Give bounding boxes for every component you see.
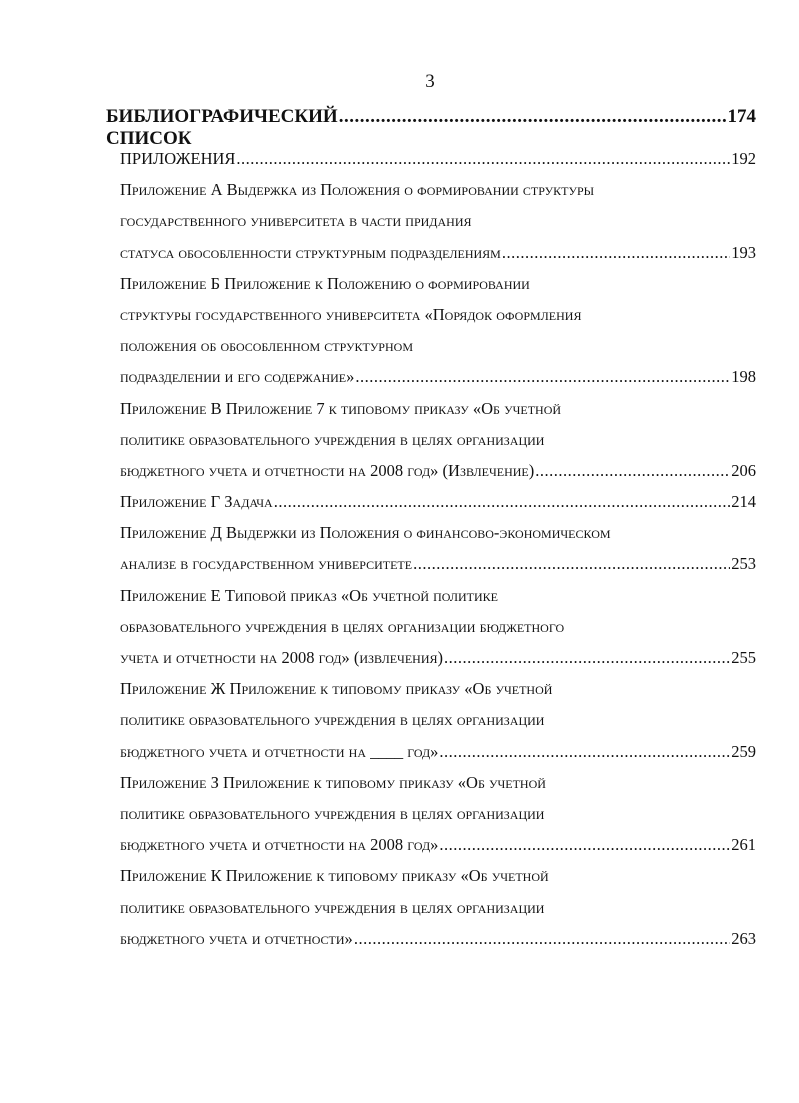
toc-row-text: политике образовательного учреждения в целях организации xyxy=(120,710,545,730)
toc-row-page: 259 xyxy=(731,741,756,761)
toc-row-text: Приложение Б Приложение к Положению о формировании xyxy=(120,273,530,293)
toc-row[interactable] xyxy=(120,491,756,522)
toc-row[interactable] xyxy=(120,553,756,584)
toc-row-text: Приложение Д Выдержки из Положения о финансово-экономическом xyxy=(120,523,611,543)
dot-leader xyxy=(502,242,730,264)
toc-row-page: 263 xyxy=(731,928,756,948)
toc-row-text: Приложение К Приложение к типовому приказу «Об учетной xyxy=(120,866,549,886)
toc-row xyxy=(120,522,756,553)
dot-leader xyxy=(274,491,731,513)
toc-row[interactable] xyxy=(120,460,756,491)
toc-row-text: Приложение З Приложение к типовому приказу «Об учетной xyxy=(120,772,546,792)
page-number: 3 xyxy=(425,71,435,92)
toc-row xyxy=(120,429,756,460)
toc-row-text: бюджетного учета и отчетности на 2008 год» xyxy=(120,835,439,855)
toc-row xyxy=(120,398,756,429)
toc-row xyxy=(120,273,756,304)
dot-leader xyxy=(236,148,730,170)
toc-row xyxy=(120,897,756,928)
toc-row-page: 261 xyxy=(731,835,756,855)
toc-row-text: государственного университета в части придания xyxy=(120,211,472,231)
toc-row[interactable] xyxy=(120,148,756,179)
toc-row-text: подразделении и его содержание» xyxy=(120,367,355,387)
toc-row xyxy=(120,210,756,241)
toc-row xyxy=(120,179,756,210)
toc-row-text: политике образовательного учреждения в целях организации xyxy=(120,429,545,449)
toc-row-text: бюджетного учета и отчетности на ____ год» xyxy=(120,741,439,761)
toc-row-text: Приложение Г Задача xyxy=(120,492,273,512)
toc-row-text: бюджетного учета и отчетности» xyxy=(120,928,353,948)
toc-row-page: 198 xyxy=(731,367,756,387)
toc-row[interactable] xyxy=(120,928,756,959)
toc-row xyxy=(120,585,756,616)
table-of-contents xyxy=(120,148,756,959)
toc-entry-bibliography[interactable] xyxy=(106,106,756,150)
toc-row-text: учета и отчетности на 2008 год» (извлечения) xyxy=(120,648,443,667)
toc-row-text: Приложение А Выдержка из Положения о формировании структуры xyxy=(120,180,595,200)
toc-entry-title: БИБЛИОГРАФИЧЕСКИЙ СПИСОК xyxy=(106,106,338,149)
toc-row-text: бюджетного учета и отчетности на 2008 год» (Извлечение) xyxy=(120,460,535,480)
dot-leader xyxy=(413,553,730,575)
toc-row[interactable] xyxy=(120,647,756,678)
toc-row-text: Приложение Е Типовой приказ «Об учетной политике xyxy=(120,585,499,605)
dot-leader xyxy=(339,106,727,128)
toc-row-text: структуры государственного университета «Порядок оформления xyxy=(120,304,582,324)
dot-leader xyxy=(355,366,730,388)
toc-row-page: 192 xyxy=(731,149,756,168)
dot-leader xyxy=(535,460,730,482)
toc-row xyxy=(120,865,756,896)
toc-row-text: положения об обособленном структурном xyxy=(120,336,413,356)
toc-row xyxy=(120,678,756,709)
toc-row[interactable] xyxy=(120,741,756,772)
toc-row xyxy=(120,616,756,647)
toc-row[interactable] xyxy=(120,242,756,273)
toc-row-text: политике образовательного учреждения в целях организации xyxy=(120,803,545,823)
dot-leader xyxy=(444,647,730,669)
toc-row xyxy=(120,304,756,335)
toc-row xyxy=(120,335,756,366)
toc-row-page: 206 xyxy=(731,460,756,480)
toc-row-page: 255 xyxy=(731,648,756,667)
toc-row-page: 253 xyxy=(731,554,756,574)
toc-row-text: статуса обособленности структурным подразделениям xyxy=(120,242,501,262)
toc-row[interactable] xyxy=(120,834,756,865)
toc-row[interactable] xyxy=(120,366,756,397)
toc-row-text: политике образовательного учреждения в целях организации xyxy=(120,897,545,917)
toc-row-text: ПРИЛОЖЕНИЯ xyxy=(120,149,236,168)
toc-row-text: Приложение Ж Приложение к типовому приказу «Об учетной xyxy=(120,679,553,699)
toc-row-text: анализе в государственном университете xyxy=(120,554,413,574)
toc-row xyxy=(120,709,756,740)
toc-row xyxy=(120,772,756,803)
toc-row-page: 193 xyxy=(731,242,756,262)
toc-row xyxy=(120,803,756,834)
toc-row-text: Приложение В Приложение 7 к типовому приказу «Об учетной xyxy=(120,398,562,418)
toc-row-text: образовательного учреждения в целях организации бюджетного xyxy=(120,616,565,636)
toc-entry-page: 174 xyxy=(727,106,756,127)
dot-leader xyxy=(439,741,730,763)
toc-row-page: 214 xyxy=(731,492,756,512)
dot-leader xyxy=(354,928,730,950)
dot-leader xyxy=(439,834,730,856)
